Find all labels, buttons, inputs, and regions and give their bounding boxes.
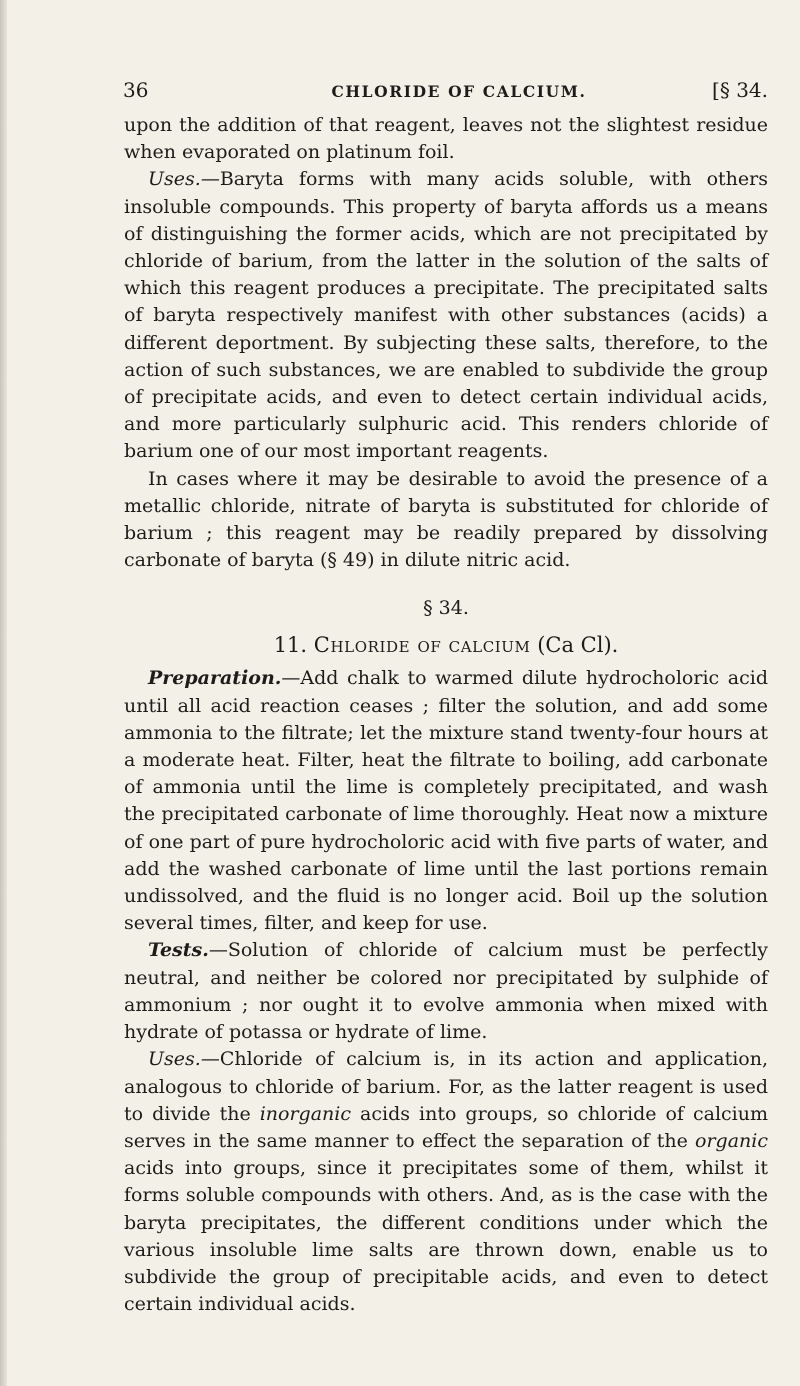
uses2-lead: Uses. xyxy=(148,1048,201,1071)
uses2-text-a: —Chloride of calcium is, in its action and application, analogous to chloride of barium. For, as the latter reagent is used to divide the xyxy=(124,1048,768,1125)
body-text xyxy=(124,112,768,1318)
uses-lead: Uses. xyxy=(148,168,201,191)
uses-text: —Baryta forms with many acids soluble, with others insoluble compounds. This property of baryta affords us a means of distinguishing the former acids, which are not precipitated by chloride of barium, from the latter in the solution of the salts of which this reagent produces a precipitate. The precipitated salts of baryta respectively manifest with other substances (acids) a different deportment. By subjecting these salts, therefore, to the action of such substances, we are enabled to subdivide the group of precipitate acids, and even to detect certain individual acids, and more particularly sulphuric acid. This renders chloride of barium one of our most important reagents. xyxy=(124,168,768,463)
running-head xyxy=(124,78,768,112)
paragraph-uses-calcium xyxy=(124,1046,768,1318)
preparation-lead: Preparation. xyxy=(148,667,282,690)
page-number: 36 xyxy=(123,78,149,102)
page-edge-shadow xyxy=(0,0,7,1386)
preparation-text: —Add chalk to warmed dilute hydrocholoric acid until all acid reaction ceases ; filter the solution, and add some ammonia to the filtrate; let the mixture stand twenty-four hours at a moderate heat. Filter, heat the filtrate to boiling, add carbonate of ammonia until the lime is completely precipitated, and wash the precipitated carbonate of lime thoroughly. Heat now a mixture of one part of pure hydrocholoric acid with five parts of water, and add the washed carbonate of lime until the last portions remain undissolved, and the fluid is no longer acid. Boil up the solution several times, filter, and keep for use. xyxy=(124,667,768,935)
uses2-italic-organic: organic xyxy=(695,1129,768,1152)
tests-text: —Solution of chloride of calcium must be perfectly neutral, and neither be colored nor precipitated by sulphide of ammonium ; nor ought it to evolve ammonia when mixed with hydrate of potassa or hydrate of lime. xyxy=(124,939,768,1044)
paragraph-preparation xyxy=(124,665,768,937)
section-mark: § 34. xyxy=(423,597,469,620)
paragraph-tests xyxy=(124,937,768,1046)
uses2-italic-inorganic: inorganic xyxy=(259,1102,351,1125)
tests-lead: Tests. xyxy=(148,939,209,962)
paragraph-uses-baryta xyxy=(124,166,768,465)
paragraph-nitrate: In cases where it may be desirable to avoid the presence of a metallic chloride, nitrate of baryta is substituted for chloride of barium ; this reagent may be readily prepared by dissolving carbonate of baryta (§ 49) in dilute nitric acid. xyxy=(124,467,768,572)
section-number: 11. xyxy=(273,633,308,658)
running-title: CHLORIDE OF CALCIUM. xyxy=(331,82,587,101)
section-reference: [§ 34. xyxy=(712,78,768,102)
book-page xyxy=(124,78,768,1318)
uses2-text-c: acids into groups, since it precipitates some of them, whilst it forms soluble compounds with others. And, as is the case with the baryta precipitates, the different conditions under which the various insoluble lime salts are thrown down, enable us to subdivide the group of precipitable acids, and even to detect certain individual acids. xyxy=(124,1157,768,1316)
section-heading xyxy=(124,631,768,659)
uses2-text-b: acids into groups, so chloride of calcium serves in the same manner to effect the separation of the xyxy=(124,1102,769,1152)
paragraph-continuation: upon the addition of that reagent, leaves not the slightest residue when evaporated on platinum foil. xyxy=(124,114,768,164)
section-formula: (Ca Cl). xyxy=(537,633,619,658)
section-title: Chloride of calcium xyxy=(313,633,531,658)
